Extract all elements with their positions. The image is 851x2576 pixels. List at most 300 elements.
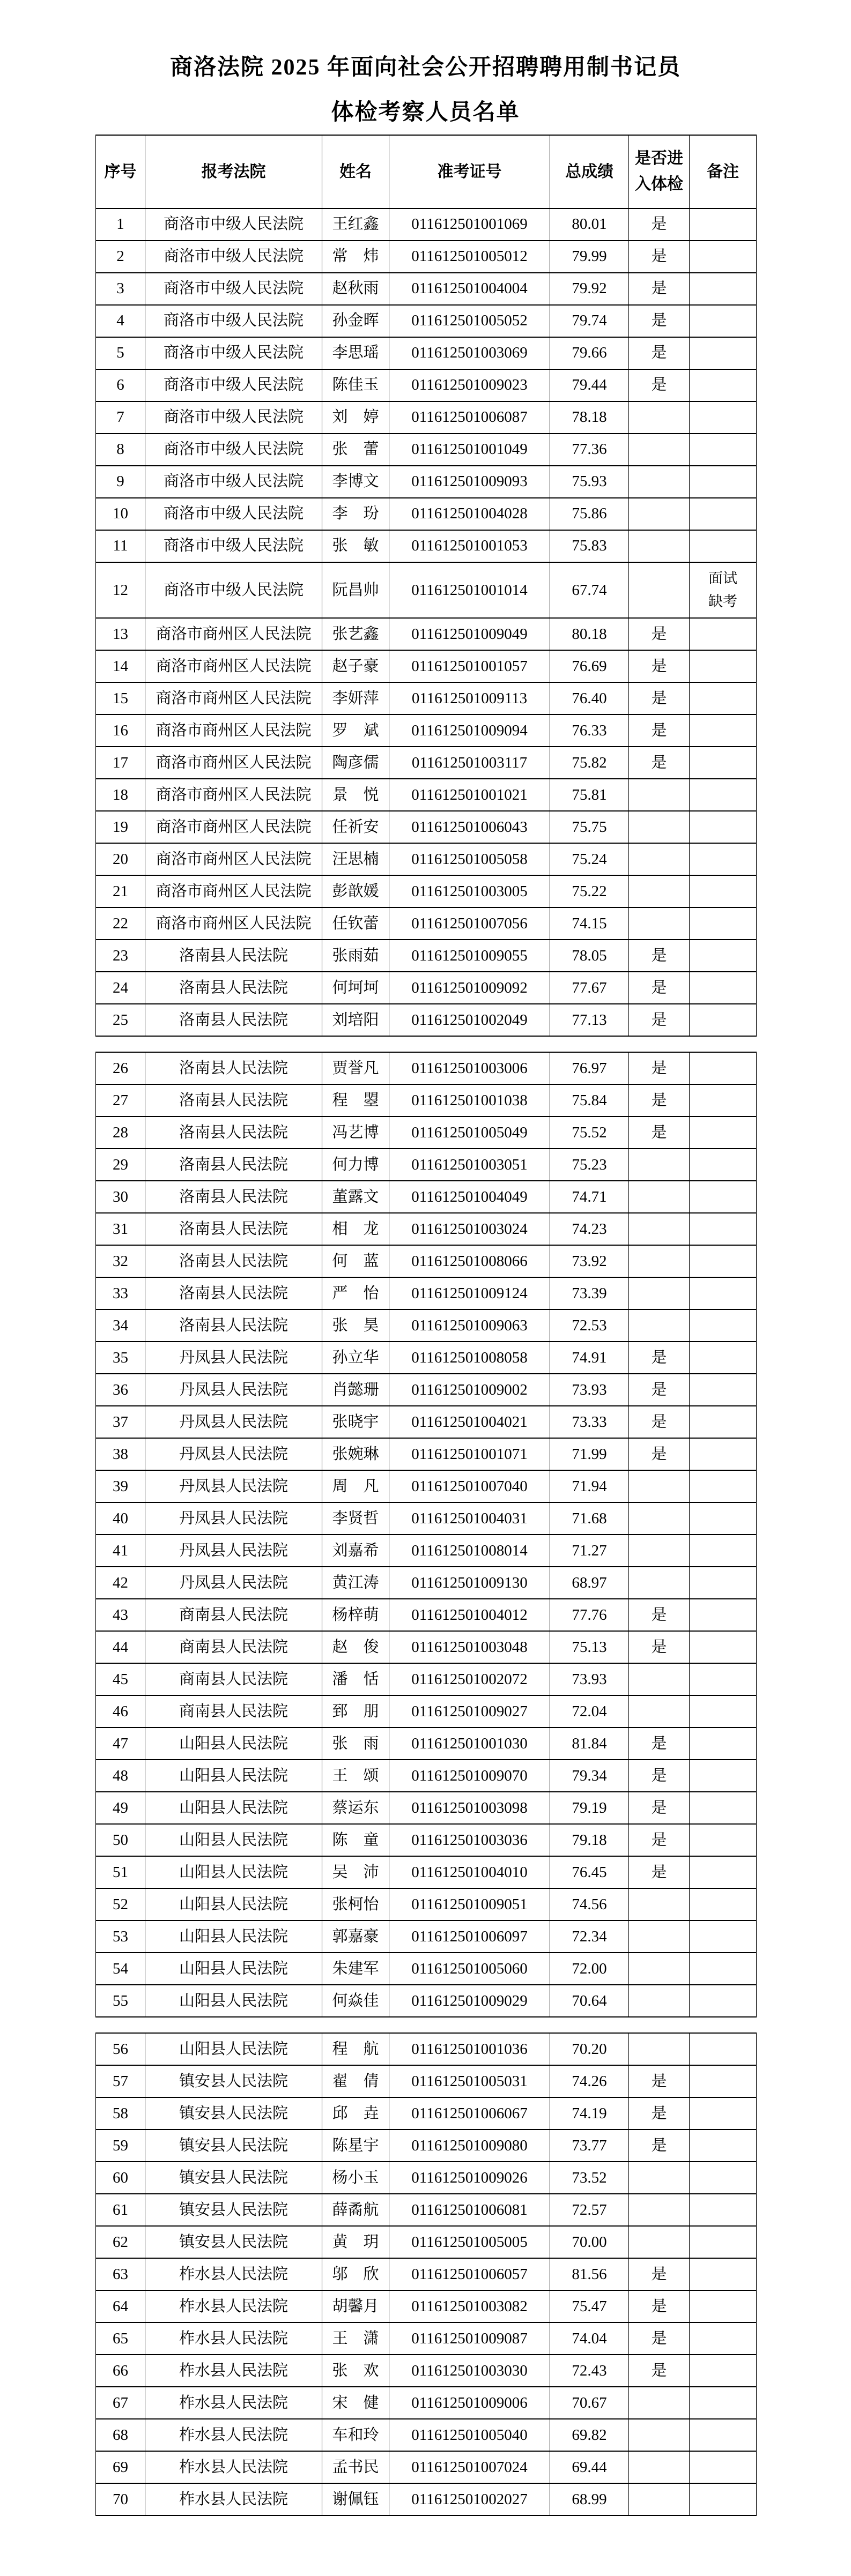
- cell-index: 40: [96, 1502, 145, 1535]
- cell-index: 49: [96, 1792, 145, 1824]
- cell-index: 33: [96, 1277, 145, 1309]
- cell-ticket: 011612501004021: [389, 1406, 550, 1438]
- cell-enter-exam: 是: [629, 1599, 690, 1631]
- cell-remark: [690, 940, 757, 972]
- cell-ticket: 011612501005040: [389, 2419, 550, 2451]
- cell-score: 74.04: [550, 2322, 629, 2355]
- cell-court: 山阳县人民法院: [145, 1985, 322, 2017]
- table-row: [96, 1599, 757, 1631]
- cell-score: 73.33: [550, 1406, 629, 1438]
- cell-score: 72.34: [550, 1920, 629, 1953]
- document-title: [0, 0, 851, 126]
- cell-name: 何焱佳: [322, 1985, 389, 2017]
- cell-enter-exam: [629, 401, 690, 434]
- cell-enter-exam: [629, 1985, 690, 2017]
- cell-name: 车和玲: [322, 2419, 389, 2451]
- cell-index: 29: [96, 1149, 145, 1181]
- cell-enter-exam: [629, 2419, 690, 2451]
- cell-ticket: 011612501009026: [389, 2162, 550, 2194]
- cell-remark: [690, 1438, 757, 1470]
- table-row: [96, 2194, 757, 2226]
- cell-score: 75.47: [550, 2290, 629, 2322]
- cell-score: 81.56: [550, 2258, 629, 2290]
- cell-court: 洛南县人民法院: [145, 1052, 322, 1084]
- table-row: [96, 907, 757, 940]
- table-row: [96, 1084, 757, 1116]
- cell-score: 71.94: [550, 1470, 629, 1502]
- cell-ticket: 011612501004031: [389, 1502, 550, 1535]
- table-row: [96, 2355, 757, 2387]
- cell-name: 郭嘉豪: [322, 1920, 389, 1953]
- cell-remark: [690, 1663, 757, 1695]
- cell-enter-exam: [629, 1567, 690, 1599]
- table-row: [96, 650, 757, 682]
- cell-score: 72.04: [550, 1695, 629, 1728]
- cell-ticket: 011612501009080: [389, 2130, 550, 2162]
- cell-index: 19: [96, 811, 145, 843]
- table-row: [96, 1792, 757, 1824]
- cell-remark: [690, 305, 757, 337]
- header-row: [96, 135, 757, 209]
- cell-ticket: 011612501004028: [389, 498, 550, 530]
- cell-court: 洛南县人民法院: [145, 1004, 322, 1036]
- table-row: [96, 1245, 757, 1277]
- cell-enter-exam: 是: [629, 241, 690, 273]
- cell-court: 柞水县人民法院: [145, 2387, 322, 2419]
- cell-enter-exam: 是: [629, 1406, 690, 1438]
- cell-remark: [690, 1920, 757, 1953]
- cell-remark: [690, 972, 757, 1004]
- cell-enter-exam: 是: [629, 2065, 690, 2097]
- cell-ticket: 011612501009094: [389, 714, 550, 747]
- cell-index: 23: [96, 940, 145, 972]
- cell-remark: [690, 1792, 757, 1824]
- cell-enter-exam: 是: [629, 369, 690, 401]
- cell-score: 78.18: [550, 401, 629, 434]
- cell-score: 74.71: [550, 1181, 629, 1213]
- cell-name: 赵子豪: [322, 650, 389, 682]
- table-row: [96, 337, 757, 369]
- table-row: [96, 2065, 757, 2097]
- cell-index: 11: [96, 530, 145, 562]
- cell-court: 商洛市中级人民法院: [145, 369, 322, 401]
- cell-court: 柞水县人民法院: [145, 2451, 322, 2483]
- cell-enter-exam: [629, 2226, 690, 2258]
- table-row: [96, 209, 757, 241]
- table-row: [96, 1631, 757, 1663]
- cell-remark: [690, 1084, 757, 1116]
- cell-name: 谢佩钰: [322, 2483, 389, 2515]
- cell-court: 柞水县人民法院: [145, 2290, 322, 2322]
- cell-remark: [690, 434, 757, 466]
- cell-index: 43: [96, 1599, 145, 1631]
- cell-court: 商南县人民法院: [145, 1631, 322, 1663]
- cell-name: 朱建军: [322, 1953, 389, 1985]
- col-header-index: 序号: [96, 135, 145, 209]
- cell-index: 53: [96, 1920, 145, 1953]
- cell-remark: [690, 779, 757, 811]
- cell-ticket: 011612501001036: [389, 2033, 550, 2065]
- cell-name: 邬 欣: [322, 2258, 389, 2290]
- cell-ticket: 011612501004012: [389, 1599, 550, 1631]
- cell-name: 张晓宇: [322, 1406, 389, 1438]
- cell-remark: [690, 1309, 757, 1342]
- cell-remark: [690, 1342, 757, 1374]
- table-row: [96, 618, 757, 650]
- cell-enter-exam: [629, 1695, 690, 1728]
- cell-court: 柞水县人民法院: [145, 2483, 322, 2515]
- cell-court: 商洛市中级人民法院: [145, 241, 322, 273]
- cell-name: 赵秋雨: [322, 273, 389, 305]
- cell-court: 洛南县人民法院: [145, 1213, 322, 1245]
- table-row: [96, 241, 757, 273]
- table-row: [96, 2162, 757, 2194]
- cell-name: 贾誉凡: [322, 1052, 389, 1084]
- cell-name: 吴 沛: [322, 1856, 389, 1888]
- cell-enter-exam: 是: [629, 2322, 690, 2355]
- cell-ticket: 011612501002072: [389, 1663, 550, 1695]
- table-row: [96, 1920, 757, 1953]
- cell-court: 商洛市商州区人民法院: [145, 907, 322, 940]
- cell-enter-exam: [629, 779, 690, 811]
- cell-index: 7: [96, 401, 145, 434]
- table-row: [96, 1342, 757, 1374]
- table-row: [96, 811, 757, 843]
- cell-remark: [690, 1277, 757, 1309]
- cell-enter-exam: 是: [629, 2290, 690, 2322]
- cell-remark: [690, 650, 757, 682]
- cell-name: 黄 玥: [322, 2226, 389, 2258]
- cell-ticket: 011612501009051: [389, 1888, 550, 1920]
- cell-name: 孟书民: [322, 2451, 389, 2483]
- cell-ticket: 011612501009124: [389, 1277, 550, 1309]
- cell-score: 75.93: [550, 466, 629, 498]
- table-row: [96, 2322, 757, 2355]
- cell-score: 74.56: [550, 1888, 629, 1920]
- table-row: [96, 1567, 757, 1599]
- cell-index: 16: [96, 714, 145, 747]
- cell-score: 79.19: [550, 1792, 629, 1824]
- cell-remark: [690, 498, 757, 530]
- cell-court: 镇安县人民法院: [145, 2097, 322, 2130]
- cell-index: 46: [96, 1695, 145, 1728]
- cell-index: 59: [96, 2130, 145, 2162]
- cell-index: 15: [96, 682, 145, 714]
- cell-court: 丹凤县人民法院: [145, 1406, 322, 1438]
- cell-enter-exam: [629, 875, 690, 907]
- cell-ticket: 011612501006057: [389, 2258, 550, 2290]
- cell-ticket: 011612501009093: [389, 466, 550, 498]
- cell-ticket: 011612501005052: [389, 305, 550, 337]
- cell-ticket: 011612501005005: [389, 2226, 550, 2258]
- cell-court: 山阳县人民法院: [145, 1728, 322, 1760]
- cell-index: 21: [96, 875, 145, 907]
- cell-score: 71.68: [550, 1502, 629, 1535]
- cell-name: 何力博: [322, 1149, 389, 1181]
- cell-index: 18: [96, 779, 145, 811]
- table-row: [96, 2387, 757, 2419]
- cell-name: 汪思楠: [322, 843, 389, 875]
- cell-name: 李妍萍: [322, 682, 389, 714]
- cell-index: 38: [96, 1438, 145, 1470]
- table-row: [96, 747, 757, 779]
- cell-index: 20: [96, 843, 145, 875]
- cell-court: 商洛市商州区人民法院: [145, 843, 322, 875]
- cell-ticket: 011612501005031: [389, 2065, 550, 2097]
- col-header-ticket: 准考证号: [389, 135, 550, 209]
- cell-name: 任祈安: [322, 811, 389, 843]
- cell-index: 8: [96, 434, 145, 466]
- table-row: [96, 1953, 757, 1985]
- cell-ticket: 011612501003117: [389, 747, 550, 779]
- cell-remark: [690, 1760, 757, 1792]
- cell-ticket: 011612501009002: [389, 1374, 550, 1406]
- cell-score: 73.92: [550, 1245, 629, 1277]
- cell-remark: [690, 2258, 757, 2290]
- cell-remark: [690, 1213, 757, 1245]
- cell-score: 68.97: [550, 1567, 629, 1599]
- cell-enter-exam: 是: [629, 682, 690, 714]
- table-row: [96, 1502, 757, 1535]
- cell-court: 丹凤县人民法院: [145, 1374, 322, 1406]
- cell-remark: [690, 2290, 757, 2322]
- table-row: [96, 1856, 757, 1888]
- cell-index: 17: [96, 747, 145, 779]
- cell-index: 24: [96, 972, 145, 1004]
- cell-ticket: 011612501004049: [389, 1181, 550, 1213]
- cell-score: 76.33: [550, 714, 629, 747]
- cell-remark: [690, 1856, 757, 1888]
- cell-score: 74.23: [550, 1213, 629, 1245]
- cell-ticket: 011612501003098: [389, 1792, 550, 1824]
- table-row: [96, 401, 757, 434]
- cell-enter-exam: [629, 1149, 690, 1181]
- cell-enter-exam: [629, 2194, 690, 2226]
- cell-score: 75.22: [550, 875, 629, 907]
- cell-name: 张 雨: [322, 1728, 389, 1760]
- cell-score: 75.13: [550, 1631, 629, 1663]
- cell-court: 山阳县人民法院: [145, 2033, 322, 2065]
- cell-remark: [690, 1181, 757, 1213]
- cell-court: 商洛市中级人民法院: [145, 530, 322, 562]
- cell-court: 山阳县人民法院: [145, 1920, 322, 1953]
- cell-score: 75.52: [550, 1116, 629, 1149]
- cell-remark: [690, 401, 757, 434]
- cell-score: 79.92: [550, 273, 629, 305]
- cell-remark: [690, 2194, 757, 2226]
- table-row: [96, 682, 757, 714]
- cell-enter-exam: 是: [629, 1631, 690, 1663]
- cell-name: 李贤哲: [322, 1502, 389, 1535]
- col-header-enter-exam-line1: 是否进: [635, 150, 683, 168]
- cell-score: 73.52: [550, 2162, 629, 2194]
- cell-ticket: 011612501009092: [389, 972, 550, 1004]
- table-row: [96, 843, 757, 875]
- cell-name: 程 航: [322, 2033, 389, 2065]
- cell-court: 商洛市中级人民法院: [145, 209, 322, 241]
- cell-ticket: 011612501009055: [389, 940, 550, 972]
- cell-ticket: 011612501005049: [389, 1116, 550, 1149]
- cell-ticket: 011612501003005: [389, 875, 550, 907]
- cell-remark: [690, 714, 757, 747]
- table-row: [96, 1438, 757, 1470]
- cell-score: 80.01: [550, 209, 629, 241]
- cell-court: 商洛市中级人民法院: [145, 466, 322, 498]
- cell-score: 79.18: [550, 1824, 629, 1856]
- cell-court: 商洛市商州区人民法院: [145, 811, 322, 843]
- cell-score: 72.43: [550, 2355, 629, 2387]
- table-row: [96, 875, 757, 907]
- cell-index: 39: [96, 1470, 145, 1502]
- cell-ticket: 011612501005012: [389, 241, 550, 273]
- cell-index: 55: [96, 1985, 145, 2017]
- cell-name: 孙立华: [322, 1342, 389, 1374]
- cell-enter-exam: 是: [629, 940, 690, 972]
- cell-court: 商洛市中级人民法院: [145, 337, 322, 369]
- cell-court: 洛南县人民法院: [145, 1149, 322, 1181]
- cell-index: 4: [96, 305, 145, 337]
- cell-ticket: 011612501009087: [389, 2322, 550, 2355]
- col-header-score: 总成绩: [550, 135, 629, 209]
- cell-enter-exam: [629, 1277, 690, 1309]
- cell-enter-exam: 是: [629, 337, 690, 369]
- cell-index: 22: [96, 907, 145, 940]
- cell-court: 丹凤县人民法院: [145, 1438, 322, 1470]
- cell-court: 洛南县人民法院: [145, 1245, 322, 1277]
- cell-index: 68: [96, 2419, 145, 2451]
- cell-index: 70: [96, 2483, 145, 2515]
- cell-index: 25: [96, 1004, 145, 1036]
- cell-ticket: 011612501004010: [389, 1856, 550, 1888]
- cell-court: 商洛市中级人民法院: [145, 498, 322, 530]
- cell-score: 72.00: [550, 1953, 629, 1985]
- cell-index: 57: [96, 2065, 145, 2097]
- cell-remark: [690, 2097, 757, 2130]
- table-row: [96, 972, 757, 1004]
- cell-index: 32: [96, 1245, 145, 1277]
- cell-index: 44: [96, 1631, 145, 1663]
- cell-index: 12: [96, 562, 145, 618]
- cell-name: 何坷坷: [322, 972, 389, 1004]
- cell-enter-exam: [629, 1309, 690, 1342]
- table-row: [96, 1277, 757, 1309]
- cell-ticket: 011612501008014: [389, 1535, 550, 1567]
- cell-name: 杨小玉: [322, 2162, 389, 2194]
- cell-ticket: 011612501003030: [389, 2355, 550, 2387]
- cell-ticket: 011612501003036: [389, 1824, 550, 1856]
- cell-court: 商洛市商州区人民法院: [145, 682, 322, 714]
- cell-court: 商南县人民法院: [145, 1695, 322, 1728]
- document-title-line-2: 体检考察人员名单: [331, 100, 520, 125]
- cell-index: 1: [96, 209, 145, 241]
- cell-ticket: 011612501009029: [389, 1985, 550, 2017]
- table-row: [96, 1888, 757, 1920]
- cell-enter-exam: [629, 466, 690, 498]
- cell-name: 陈佳玉: [322, 369, 389, 401]
- cell-ticket: 011612501009113: [389, 682, 550, 714]
- cell-enter-exam: 是: [629, 2130, 690, 2162]
- cell-name: 杨梓萌: [322, 1599, 389, 1631]
- cell-court: 洛南县人民法院: [145, 1309, 322, 1342]
- cell-enter-exam: [629, 498, 690, 530]
- cell-ticket: 011612501003006: [389, 1052, 550, 1084]
- cell-court: 洛南县人民法院: [145, 1084, 322, 1116]
- cell-name: 何 蓝: [322, 1245, 389, 1277]
- cell-court: 丹凤县人民法院: [145, 1502, 322, 1535]
- cell-name: 董露文: [322, 1181, 389, 1213]
- cell-index: 47: [96, 1728, 145, 1760]
- cell-court: 商洛市商州区人民法院: [145, 779, 322, 811]
- cell-score: 76.40: [550, 682, 629, 714]
- table-row: [96, 1004, 757, 1036]
- cell-score: 74.91: [550, 1342, 629, 1374]
- table-row: [96, 434, 757, 466]
- cell-ticket: 011612501001014: [389, 562, 550, 618]
- cell-score: 75.86: [550, 498, 629, 530]
- cell-remark: [690, 1985, 757, 2017]
- cell-index: 42: [96, 1567, 145, 1599]
- cell-enter-exam: 是: [629, 1824, 690, 1856]
- cell-remark: [690, 1535, 757, 1567]
- cell-enter-exam: 是: [629, 1342, 690, 1374]
- cell-court: 柞水县人民法院: [145, 2419, 322, 2451]
- cell-index: 52: [96, 1888, 145, 1920]
- cell-score: 75.23: [550, 1149, 629, 1181]
- cell-remark: [690, 2322, 757, 2355]
- cell-name: 冯艺博: [322, 1116, 389, 1149]
- cell-score: 75.81: [550, 779, 629, 811]
- cell-score: 77.36: [550, 434, 629, 466]
- cell-court: 洛南县人民法院: [145, 1277, 322, 1309]
- cell-score: 69.82: [550, 2419, 629, 2451]
- cell-enter-exam: 是: [629, 1116, 690, 1149]
- cell-enter-exam: [629, 843, 690, 875]
- cell-ticket: 011612501009070: [389, 1760, 550, 1792]
- cell-remark: [690, 1824, 757, 1856]
- cell-remark: [690, 747, 757, 779]
- cell-ticket: 011612501006087: [389, 401, 550, 434]
- cell-remark: [690, 209, 757, 241]
- cell-court: 洛南县人民法院: [145, 1116, 322, 1149]
- cell-ticket: 011612501003069: [389, 337, 550, 369]
- cell-enter-exam: 是: [629, 305, 690, 337]
- cell-score: 70.20: [550, 2033, 629, 2065]
- cell-court: 商洛市中级人民法院: [145, 273, 322, 305]
- cell-enter-exam: [629, 1535, 690, 1567]
- cell-enter-exam: [629, 1245, 690, 1277]
- cell-ticket: 011612501009049: [389, 618, 550, 650]
- cell-remark: [690, 466, 757, 498]
- table-row: [96, 714, 757, 747]
- cell-enter-exam: 是: [629, 2355, 690, 2387]
- cell-court: 洛南县人民法院: [145, 972, 322, 1004]
- cell-name: 张 蕾: [322, 434, 389, 466]
- cell-index: 69: [96, 2451, 145, 2483]
- cell-enter-exam: 是: [629, 1004, 690, 1036]
- cell-enter-exam: [629, 1470, 690, 1502]
- table-row: [96, 2290, 757, 2322]
- cell-remark: [690, 1953, 757, 1985]
- cell-name: 张柯怡: [322, 1888, 389, 1920]
- cell-enter-exam: 是: [629, 273, 690, 305]
- cell-ticket: 011612501008058: [389, 1342, 550, 1374]
- cell-ticket: 011612501009023: [389, 369, 550, 401]
- cell-score: 77.13: [550, 1004, 629, 1036]
- cell-score: 79.66: [550, 337, 629, 369]
- table-row: [96, 369, 757, 401]
- table-row: [96, 1760, 757, 1792]
- cell-ticket: 011612501009006: [389, 2387, 550, 2419]
